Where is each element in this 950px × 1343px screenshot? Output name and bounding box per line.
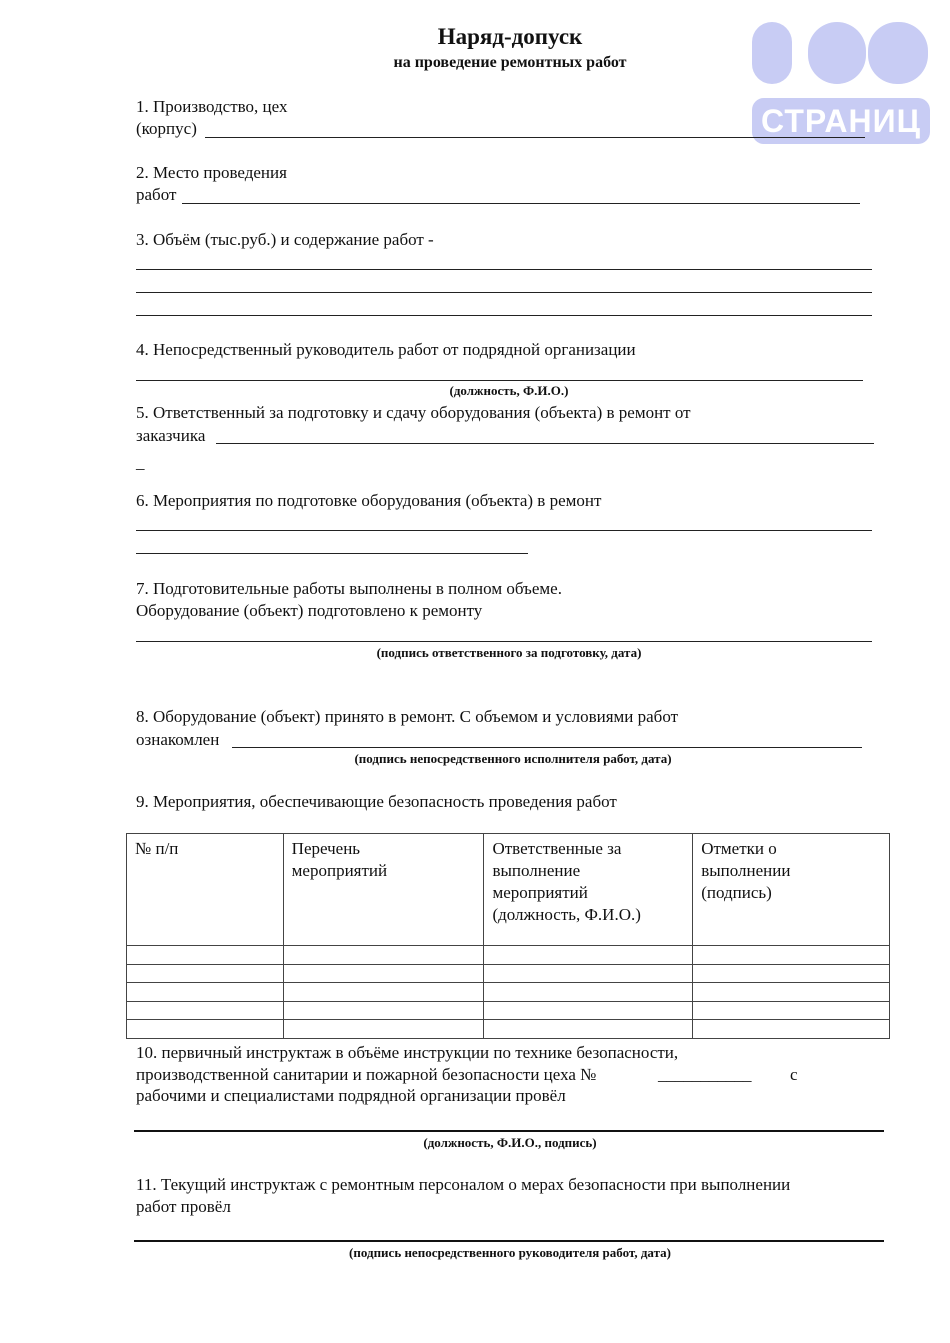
table-cell[interactable] (127, 946, 284, 965)
s11-label: 11. Текущий инструктаж с ремонтным персоналом о мерах безопасности при выполнении (136, 1175, 791, 1194)
table-cell[interactable] (484, 1020, 693, 1039)
table-header-row (127, 834, 890, 946)
header-measures: Перечень мероприятий (283, 834, 484, 946)
s4-caption: (должность, Ф.И.О.) (449, 383, 569, 398)
s10-signature-line[interactable] (134, 1130, 884, 1132)
table-cell[interactable] (127, 1001, 284, 1020)
s7-caption: (подпись ответственного за подготовку, дата) (376, 645, 642, 660)
table-cell[interactable] (283, 1001, 484, 1020)
s2-label-2: работ (136, 185, 177, 204)
table-row (127, 946, 890, 965)
document-title: Наряд-допуск (437, 24, 583, 49)
s8-fill-line[interactable] (232, 747, 862, 748)
s7-label: 7. Подготовительные работы выполнены в полном объеме. (136, 579, 562, 598)
s7-label-2: Оборудование (объект) подготовлено к ремонту (136, 601, 483, 620)
s3-fill-line[interactable] (136, 269, 872, 270)
table-cell[interactable] (484, 964, 693, 983)
s5-label-3: _ (136, 453, 145, 472)
table-row (127, 1020, 890, 1039)
header-marks: Отметки о выполнении (подпись) (693, 834, 890, 946)
table-cell[interactable] (693, 1020, 890, 1039)
table-cell[interactable] (484, 983, 693, 1002)
s10-label-3: рабочими и специалистами подрядной организации провёл (136, 1086, 566, 1105)
s3-label: 3. Объём (тыс.руб.) и содержание работ - (136, 230, 434, 249)
header-number: № п/п (127, 834, 284, 946)
s10-label: 10. первичный инструктаж в объёме инструкции по технике безопасности, (136, 1043, 679, 1062)
s3-fill-line[interactable] (136, 292, 872, 293)
s10-shop-number-blank[interactable]: ___________ (658, 1065, 752, 1084)
s6-fill-line[interactable] (136, 553, 528, 554)
table-row (127, 1001, 890, 1020)
s1-fill-line[interactable] (205, 137, 865, 138)
table-cell[interactable] (283, 946, 484, 965)
s4-label: 4. Непосредственный руководитель работ от подрядной организации (136, 340, 636, 359)
table-cell[interactable] (283, 964, 484, 983)
table-row (127, 983, 890, 1002)
safety-measures-table (126, 833, 890, 1039)
table-cell[interactable] (484, 946, 693, 965)
s8-caption: (подпись непосредственного исполнителя работ, дата) (354, 751, 672, 766)
s2-fill-line[interactable] (182, 203, 860, 204)
s3-fill-line[interactable] (136, 315, 872, 316)
s11-label-2: работ провёл (136, 1197, 231, 1216)
document-subtitle: на проведение ремонтных работ (393, 54, 627, 71)
table-cell[interactable] (693, 1001, 890, 1020)
table-cell[interactable] (283, 1020, 484, 1039)
s2-label: 2. Место проведения (136, 163, 287, 182)
s11-signature-line[interactable] (134, 1240, 884, 1242)
header-responsible: Ответственные за выполнение мероприятий (должность, Ф.И.О.) (484, 834, 693, 946)
s1-label: 1. Производство, цех (136, 97, 288, 116)
table-cell[interactable] (127, 983, 284, 1002)
s5-fill-line[interactable] (216, 443, 874, 444)
table-cell[interactable] (484, 1001, 693, 1020)
logo-text: СТРАНИЦ (761, 103, 921, 139)
s10-label-tail: с (790, 1065, 798, 1084)
s9-label: 9. Мероприятия, обеспечивающие безопасность проведения работ (136, 792, 617, 811)
s7-fill-line[interactable] (136, 641, 872, 642)
table-cell[interactable] (693, 946, 890, 965)
s8-label: 8. Оборудование (объект) принято в ремонт. С объемом и условиями работ (136, 707, 679, 726)
s6-fill-line[interactable] (136, 530, 872, 531)
table-cell[interactable] (693, 964, 890, 983)
s11-caption: (подпись непосредственного руководителя работ, дата) (349, 1245, 671, 1260)
table-row (127, 964, 890, 983)
s4-fill-line[interactable] (136, 380, 863, 381)
table-cell[interactable] (283, 983, 484, 1002)
s8-label-2: ознакомлен (136, 730, 220, 749)
table-cell[interactable] (127, 1020, 284, 1039)
table-cell[interactable] (127, 964, 284, 983)
s6-label: 6. Мероприятия по подготовке оборудования (объекта) в ремонт (136, 491, 602, 510)
s5-label-2: заказчика (136, 426, 206, 445)
s1-label-2: (корпус) (136, 119, 197, 138)
s10-caption: (должность, Ф.И.О., подпись) (423, 1135, 597, 1150)
s5-label: 5. Ответственный за подготовку и сдачу оборудования (объекта) в ремонт от (136, 403, 691, 422)
s10-label-2: производственной санитарии и пожарной безопасности цеха № (136, 1065, 597, 1084)
table-cell[interactable] (693, 983, 890, 1002)
